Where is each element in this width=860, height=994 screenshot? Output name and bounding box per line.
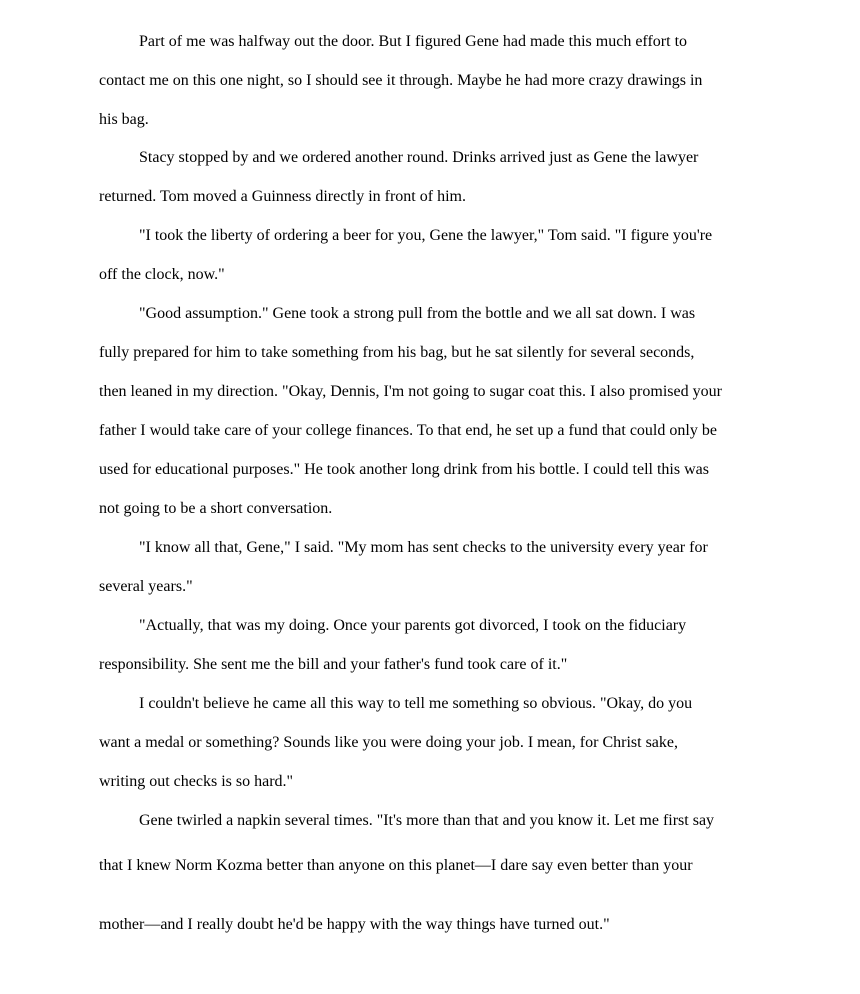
text-line: contact me on this one night, so I should see it through. Maybe he had more crazy drawings in — [99, 72, 703, 89]
text-line: "I know all that, Gene," I said. "My mom has sent checks to the university every year for — [139, 539, 708, 556]
text-line: responsibility. She sent me the bill and your father's fund took care of it." — [99, 656, 568, 673]
text-line: "I took the liberty of ordering a beer for you, Gene the lawyer," Tom said. "I figure you're — [139, 227, 713, 244]
text-line: then leaned in my direction. "Okay, Dennis, I'm not going to sugar coat this. I also promised your — [99, 383, 722, 400]
text-line: Part of me was halfway out the door. But I figured Gene had made this much effort to — [139, 33, 688, 50]
text-line: several years." — [99, 578, 193, 595]
text-line: returned. Tom moved a Guinness directly in front of him. — [99, 188, 466, 205]
text-line: fully prepared for him to take something from his bag, but he sat silently for several seconds, — [99, 344, 695, 361]
text-line: I couldn't believe he came all this way to tell me something so obvious. "Okay, do you — [139, 695, 693, 712]
text-line: that I knew Norm Kozma better than anyone on this planet—I dare say even better than your — [99, 857, 693, 874]
text-line: used for educational purposes." He took another long drink from his bottle. I could tell this was — [99, 461, 709, 478]
text-line: mother—and I really doubt he'd be happy with the way things have turned out." — [99, 916, 610, 933]
text-line: not going to be a short conversation. — [99, 500, 333, 517]
text-line: his bag. — [99, 111, 149, 128]
text-line: "Actually, that was my doing. Once your parents got divorced, I took on the fiduciary — [139, 617, 687, 634]
text-line: off the clock, now." — [99, 266, 225, 283]
text-line: Gene twirled a napkin several times. "It's more than that and you know it. Let me first say — [139, 812, 715, 829]
text-line: father I would take care of your college finances. To that end, he set up a fund that could only be — [99, 422, 717, 439]
text-line: "Good assumption." Gene took a strong pull from the bottle and we all sat down. I was — [139, 305, 696, 322]
text-line: writing out checks is so hard." — [99, 773, 294, 790]
text-line: Stacy stopped by and we ordered another round. Drinks arrived just as Gene the lawyer — [139, 149, 699, 166]
text-line: want a medal or something? Sounds like you were doing your job. I mean, for Christ sake, — [99, 734, 678, 751]
